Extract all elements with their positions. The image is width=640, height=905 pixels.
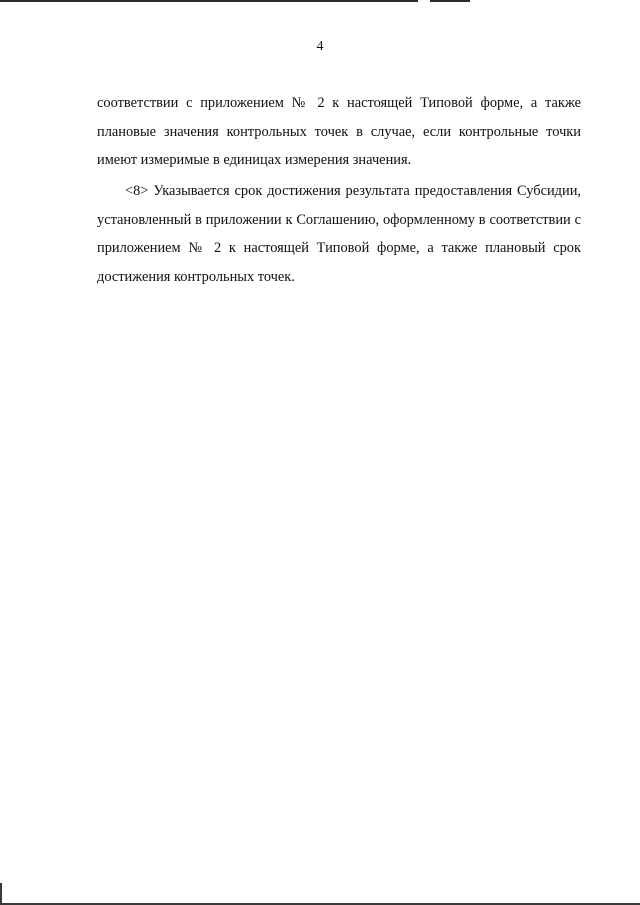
footnote-8-paragraph <box>97 177 581 291</box>
scan-edge-gap <box>418 0 430 2</box>
text-line: приложением № 2 к настоящей Типовой форме, а также плановый срок <box>97 240 581 257</box>
text-line: имеют измеримые в единицах измерения значения. <box>97 152 412 169</box>
text-line: плановые значения контрольных точек в случае, если контрольные точки <box>97 123 581 140</box>
text-line: установленный в приложении к Соглашению, оформленному в соответствии с <box>97 211 581 228</box>
scan-edge-left <box>0 883 2 905</box>
paragraph-continuation <box>97 89 581 175</box>
scan-edge-gap <box>470 0 640 2</box>
text-line: <8> Указывается срок достижения результата предоставления Субсидии, <box>125 183 581 199</box>
text-line: соответствии с приложением № 2 к настоящей Типовой форме, а также <box>97 95 581 111</box>
text-line: достижения контрольных точек. <box>97 268 295 285</box>
page-number: 4 <box>316 39 324 54</box>
